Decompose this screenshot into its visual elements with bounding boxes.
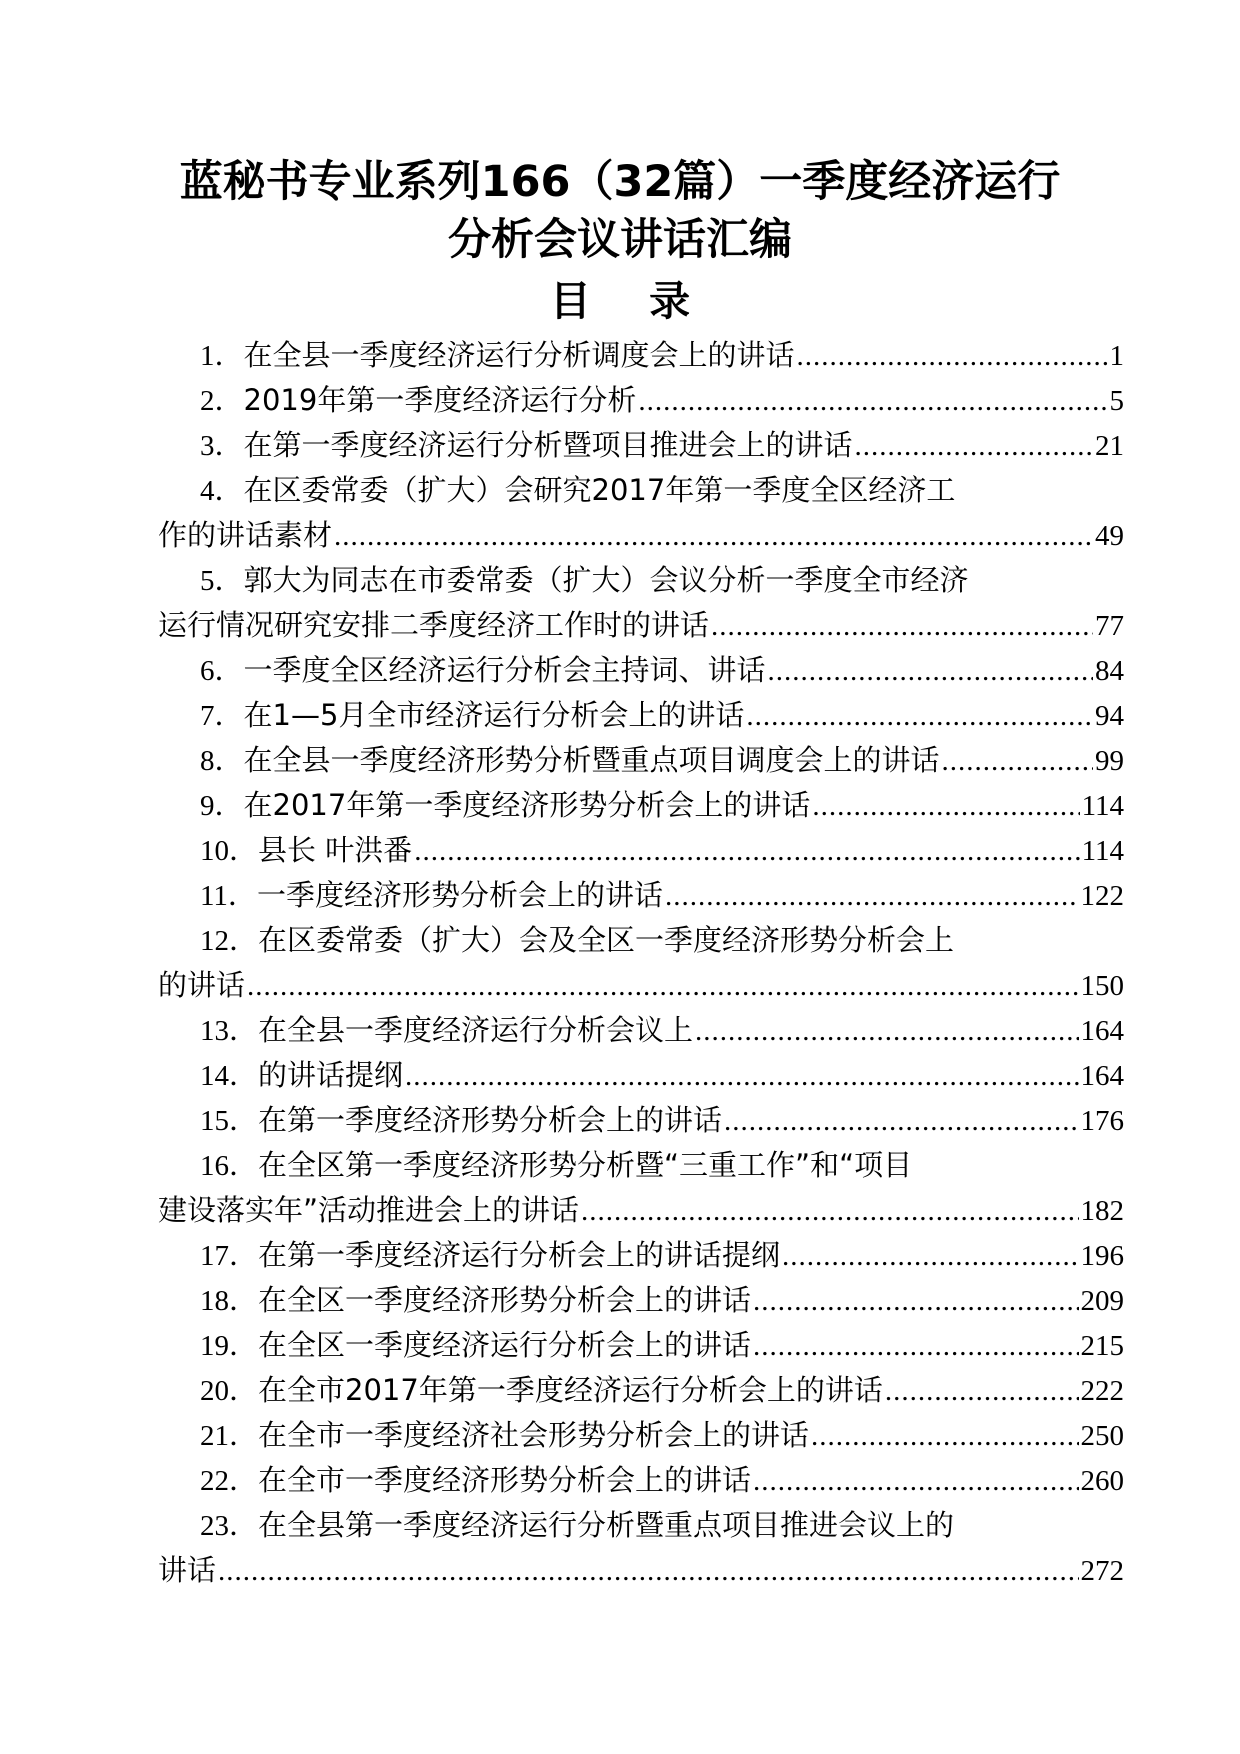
- toc-entry: [158, 423, 1124, 468]
- toc-entry-number: 18．: [200, 1285, 259, 1317]
- toc-entry-text: 在全县一季度经济形势分析暨重点项目调度会上的讲话: [243, 743, 940, 777]
- toc-page-number: 260: [1080, 1465, 1124, 1497]
- toc-entry-number: 17．: [200, 1240, 259, 1272]
- toc-dot-leader: [247, 964, 1078, 1008]
- toc-entry: [158, 873, 1124, 918]
- toc-dot-leader: [414, 829, 1079, 873]
- toc-dot-leader: [638, 379, 1107, 423]
- toc-entry-line: [158, 828, 1124, 873]
- toc-entry-text: 在全县第一季度经济运行分析暨重点项目推进会议上的: [258, 1508, 955, 1542]
- toc-dot-leader: [942, 739, 1093, 783]
- document-title-line-2: 分析会议讲话汇编: [448, 215, 792, 265]
- toc-entry-number: 14．: [200, 1060, 259, 1092]
- toc-entry-number: 7．: [200, 700, 244, 732]
- toc-heading: 目 录: [549, 277, 713, 325]
- toc-entry: [158, 1323, 1124, 1368]
- toc-entry-text: 在全市一季度经济社会形势分析会上的讲话: [258, 1418, 810, 1452]
- toc-entry-text: 运行情况研究安排二季度经济工作时的讲话: [158, 608, 710, 642]
- toc-page-number: 182: [1080, 1195, 1124, 1227]
- toc-entry: [158, 738, 1124, 783]
- toc-entry-number: 1．: [200, 340, 244, 372]
- toc-entry: [158, 1233, 1124, 1278]
- toc-page-number: 21: [1095, 430, 1124, 462]
- toc-entry-line: [158, 648, 1124, 693]
- document-title-line-1: 蓝秘书专业系列166（32篇）一季度经济运行: [179, 157, 1061, 207]
- toc-entry-text: 的讲话提纲: [258, 1058, 404, 1092]
- toc-entry: [158, 1458, 1124, 1503]
- toc-entry-text: 一季度全区经济运行分析会主持词、讲话: [243, 653, 766, 687]
- toc-dot-leader: [753, 1459, 1078, 1503]
- toc-page-number: 5: [1109, 385, 1124, 417]
- toc-entry-line: [158, 738, 1124, 783]
- toc-entry-text: 作的讲话素材: [158, 518, 333, 552]
- toc-dot-leader: [695, 1009, 1078, 1053]
- toc-entry-number: 16．: [200, 1150, 259, 1182]
- toc-entry: [158, 1143, 1124, 1233]
- table-of-contents: [158, 333, 1124, 1593]
- toc-entry-number: 10．: [200, 835, 259, 867]
- toc-page-number: 209: [1080, 1285, 1124, 1317]
- toc-entry-number: 19．: [200, 1330, 259, 1362]
- toc-entry-line: [158, 1503, 1124, 1548]
- toc-entry-number: 15．: [200, 1105, 259, 1137]
- toc-entry-line: [158, 918, 1124, 963]
- toc-dot-leader: [768, 649, 1093, 693]
- toc-entry-text: 在1—5月全市经济运行分析会上的讲话: [243, 698, 745, 732]
- toc-entry-line: [158, 1368, 1124, 1413]
- toc-entry-line: [158, 1098, 1124, 1143]
- toc-entry-line: [158, 378, 1124, 423]
- toc-entry-line: [158, 1458, 1124, 1503]
- toc-dot-leader: [581, 1189, 1078, 1233]
- toc-entry-line: [158, 1008, 1124, 1053]
- toc-entry-text: 县长 叶洪番: [258, 833, 413, 867]
- toc-entry-line: [158, 468, 1124, 513]
- toc-entry-text: 建设落实年”活动推进会上的讲话: [158, 1193, 580, 1227]
- toc-page-number: 114: [1081, 790, 1124, 822]
- toc-dot-leader: [665, 874, 1079, 918]
- toc-page-number: 122: [1080, 880, 1124, 912]
- toc-entry-text: 在区委常委（扩大）会及全区一季度经济形势分析会上: [258, 923, 955, 957]
- toc-page-number: 272: [1080, 1555, 1124, 1587]
- toc-dot-leader: [855, 424, 1093, 468]
- toc-page-number: 94: [1095, 700, 1124, 732]
- toc-dot-leader: [334, 514, 1093, 558]
- toc-entry-number: 20．: [200, 1375, 259, 1407]
- toc-entry-number: 22．: [200, 1465, 259, 1497]
- toc-entry-number: 9．: [200, 790, 244, 822]
- toc-page-number: 215: [1080, 1330, 1124, 1362]
- toc-page-number: 222: [1080, 1375, 1124, 1407]
- toc-dot-leader: [711, 604, 1093, 648]
- toc-entry-text: 一季度经济形势分析会上的讲话: [256, 878, 663, 912]
- toc-entry-line: [158, 1053, 1124, 1098]
- toc-page-number: 77: [1095, 610, 1124, 642]
- toc-dot-leader: [724, 1099, 1078, 1143]
- toc-entry: [158, 1098, 1124, 1143]
- toc-entry-text: 在全市2017年第一季度经济运行分析会上的讲话: [258, 1373, 883, 1407]
- toc-dot-leader: [218, 1549, 1078, 1593]
- toc-entry-text: 在全区一季度经济形势分析会上的讲话: [258, 1283, 752, 1317]
- toc-entry-line: [158, 1143, 1124, 1188]
- toc-entry-number: 12．: [200, 925, 259, 957]
- toc-entry-text: 2019年第一季度经济运行分析: [243, 383, 637, 417]
- toc-entry-text: 在区委常委（扩大）会研究2017年第一季度全区经济工: [243, 473, 956, 507]
- toc-entry-line: [158, 603, 1124, 648]
- toc-entry-line: [158, 1188, 1124, 1233]
- toc-page-number: 196: [1080, 1240, 1124, 1272]
- toc-entry-number: 23．: [200, 1510, 259, 1542]
- toc-page-number: 164: [1080, 1060, 1124, 1092]
- toc-entry: [158, 1503, 1124, 1593]
- toc-entry-line: [158, 873, 1124, 918]
- toc-entry-text: 在第一季度经济运行分析暨项目推进会上的讲话: [243, 428, 853, 462]
- toc-dot-leader: [811, 1414, 1078, 1458]
- toc-entry: [158, 1368, 1124, 1413]
- toc-dot-leader: [812, 784, 1079, 828]
- toc-entry: [158, 558, 1124, 648]
- toc-page-number: 150: [1080, 970, 1124, 1002]
- toc-entry-line: [158, 1233, 1124, 1278]
- toc-entry-line: [158, 1323, 1124, 1368]
- toc-entry: [158, 918, 1124, 1008]
- toc-entry: [158, 648, 1124, 693]
- toc-entry-line: [158, 693, 1124, 738]
- toc-entry-text: 在全区一季度经济运行分析会上的讲话: [258, 1328, 752, 1362]
- toc-entry-text: 讲话: [158, 1553, 217, 1587]
- toc-entry-line: [158, 513, 1124, 558]
- toc-page-number: 250: [1080, 1420, 1124, 1452]
- toc-entry-number: 2．: [200, 385, 244, 417]
- toc-entry-line: [158, 423, 1124, 468]
- toc-page-number: 1: [1109, 340, 1124, 372]
- toc-entry-line: [158, 1413, 1124, 1458]
- toc-page-number: 99: [1095, 745, 1124, 777]
- toc-entry-text: 在全县一季度经济运行分析会议上: [258, 1013, 694, 1047]
- toc-entry-number: 8．: [200, 745, 244, 777]
- toc-page-number: 49: [1095, 520, 1124, 552]
- toc-entry-line: [158, 558, 1124, 603]
- toc-entry: [158, 1053, 1124, 1098]
- toc-entry: [158, 693, 1124, 738]
- toc-entry: [158, 468, 1124, 558]
- toc-entry-text: 的讲话: [158, 968, 246, 1002]
- toc-entry-number: 11．: [200, 880, 257, 912]
- toc-entry: [158, 1413, 1124, 1458]
- toc-entry-number: 3．: [200, 430, 244, 462]
- toc-entry-text: 在全区第一季度经济形势分析暨“三重工作”和“项目: [258, 1148, 913, 1182]
- toc-entry-number: 21．: [200, 1420, 259, 1452]
- toc-entry: [158, 378, 1124, 423]
- toc-entry-number: 5．: [200, 565, 244, 597]
- toc-dot-leader: [782, 1234, 1078, 1278]
- toc-page-number: 176: [1080, 1105, 1124, 1137]
- toc-entry-text: 在全市一季度经济形势分析会上的讲话: [258, 1463, 752, 1497]
- toc-entry-line: [158, 783, 1124, 828]
- toc-entry: [158, 828, 1124, 873]
- toc-entry-number: 6．: [200, 655, 244, 687]
- toc-entry-line: [158, 963, 1124, 1008]
- toc-page-number: 164: [1080, 1015, 1124, 1047]
- toc-entry: [158, 333, 1124, 378]
- toc-dot-leader: [405, 1054, 1078, 1098]
- toc-entry-text: 郭大为同志在市委常委（扩大）会议分析一季度全市经济: [243, 563, 969, 597]
- toc-page-number: 84: [1095, 655, 1124, 687]
- toc-entry: [158, 1008, 1124, 1053]
- toc-page-number: 114: [1081, 835, 1124, 867]
- toc-dot-leader: [746, 694, 1093, 738]
- toc-entry-text: 在全县一季度经济运行分析调度会上的讲话: [243, 338, 795, 372]
- toc-entry-line: [158, 1278, 1124, 1323]
- toc-dot-leader: [753, 1324, 1078, 1368]
- toc-entry-line: [158, 333, 1124, 378]
- toc-dot-leader: [753, 1279, 1078, 1323]
- toc-entry: [158, 1278, 1124, 1323]
- toc-entry: [158, 783, 1124, 828]
- toc-entry-number: 4．: [200, 475, 244, 507]
- toc-entry-text: 在第一季度经济形势分析会上的讲话: [258, 1103, 723, 1137]
- toc-entry-line: [158, 1548, 1124, 1593]
- toc-dot-leader: [885, 1369, 1079, 1413]
- toc-entry-text: 在第一季度经济运行分析会上的讲话提纲: [258, 1238, 781, 1272]
- toc-entry-text: 在2017年第一季度经济形势分析会上的讲话: [243, 788, 811, 822]
- toc-entry-number: 13．: [200, 1015, 259, 1047]
- toc-dot-leader: [797, 334, 1108, 378]
